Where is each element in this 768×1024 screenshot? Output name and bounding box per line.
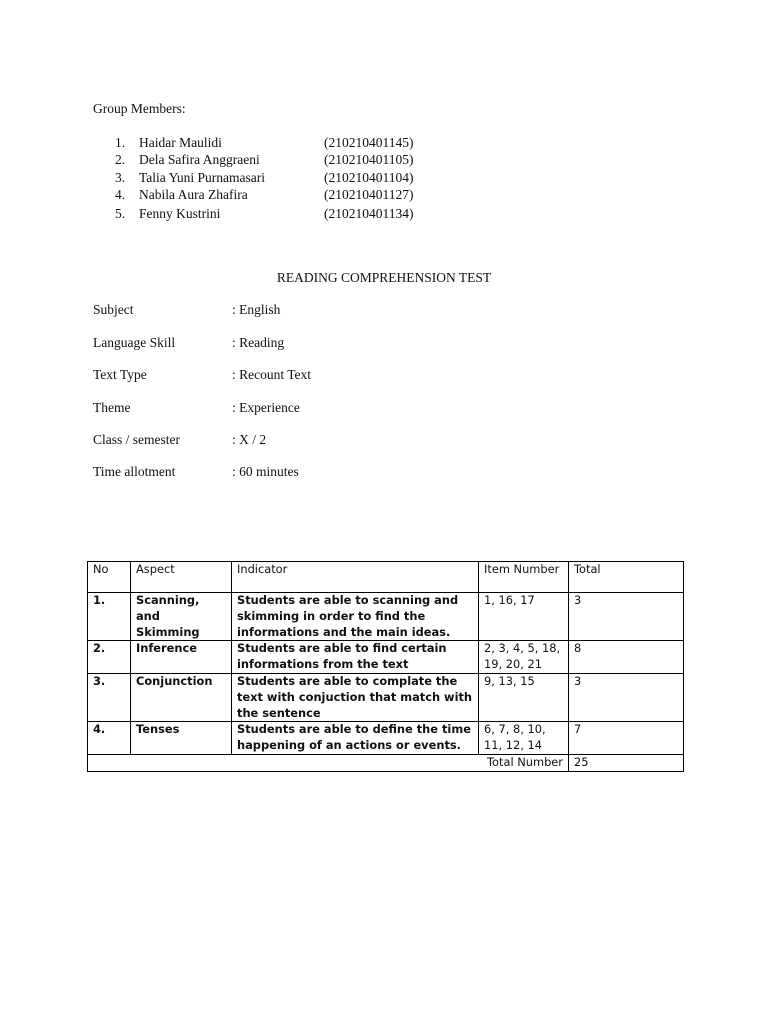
cell-aspect: Scanning, and Skimming (131, 593, 232, 641)
cell-aspect: Inference (131, 641, 232, 674)
cell-total: 3 (569, 673, 684, 721)
member-name: Haidar Maulidi (139, 135, 222, 150)
cell-item-number: 9, 13, 15 (479, 673, 569, 721)
cell-indicator: Students are able to complate the text with conjuction that match with the sentence (232, 673, 479, 721)
info-value: : English (232, 302, 281, 317)
member-number: 2. (115, 152, 126, 167)
info-label: Class / semester (93, 432, 180, 447)
info-value: : 60 minutes (232, 464, 299, 479)
total-number-value: 25 (569, 754, 684, 771)
test-title: READING COMPREHENSION TEST (276, 270, 492, 285)
cell-item-number: 1, 16, 17 (479, 593, 569, 641)
info-label: Text Type (93, 367, 147, 382)
member-number: 1. (115, 135, 126, 150)
info-value: : Reading (232, 335, 285, 350)
member-name: Dela Safira Anggraeni (139, 152, 260, 167)
info-value: : Experience (232, 400, 300, 415)
table-total-row (88, 754, 684, 771)
cell-no: 2. (88, 641, 131, 674)
member-id: (210210401134) (324, 206, 414, 221)
member-id: (210210401127) (324, 187, 414, 202)
table-row (88, 673, 684, 721)
header-no: No (88, 562, 131, 593)
header-aspect: Aspect (131, 562, 232, 593)
member-name: Fenny Kustrini (139, 206, 221, 221)
cell-total: 8 (569, 641, 684, 674)
cell-no: 3. (88, 673, 131, 721)
member-number: 4. (115, 187, 126, 202)
cell-aspect: Tenses (131, 722, 232, 755)
cell-no: 4. (88, 722, 131, 755)
info-label: Language Skill (93, 335, 176, 350)
header-item-number: Item Number (479, 562, 569, 593)
member-name: Nabila Aura Zhafira (139, 187, 248, 202)
total-number-label: Total Number (88, 754, 569, 771)
table-row (88, 593, 684, 641)
header-total: Total (569, 562, 684, 593)
info-label: Theme (93, 400, 131, 415)
table-header-row (88, 562, 684, 593)
cell-item-number: 6, 7, 8, 10, 11, 12, 14 (479, 722, 569, 755)
cell-indicator: Students are able to find certain informations from the text (232, 641, 479, 674)
member-id: (210210401105) (324, 152, 414, 167)
header-indicator: Indicator (232, 562, 479, 593)
info-value: : X / 2 (232, 432, 267, 447)
member-number: 5. (115, 206, 126, 221)
table-row (88, 722, 684, 755)
cell-no: 1. (88, 593, 131, 641)
cell-indicator: Students are able to define the time happening of an actions or events. (232, 722, 479, 755)
member-id: (210210401145) (324, 135, 414, 150)
group-members-label: Group Members: (93, 101, 186, 116)
member-number: 3. (115, 170, 126, 185)
cell-item-number: 2, 3, 4, 5, 18, 19, 20, 21 (479, 641, 569, 674)
member-name: Talia Yuni Purnamasari (139, 170, 266, 185)
cell-aspect: Conjunction (131, 673, 232, 721)
table-row (88, 641, 684, 674)
info-label: Subject (93, 302, 134, 317)
info-label: Time allotment (93, 464, 176, 479)
cell-total: 7 (569, 722, 684, 755)
member-id: (210210401104) (324, 170, 414, 185)
cell-indicator: Students are able to scanning and skimming in order to find the informations and the main ideas. (232, 593, 479, 641)
specification-table (87, 561, 684, 772)
info-value: : Recount Text (232, 367, 312, 382)
cell-total: 3 (569, 593, 684, 641)
